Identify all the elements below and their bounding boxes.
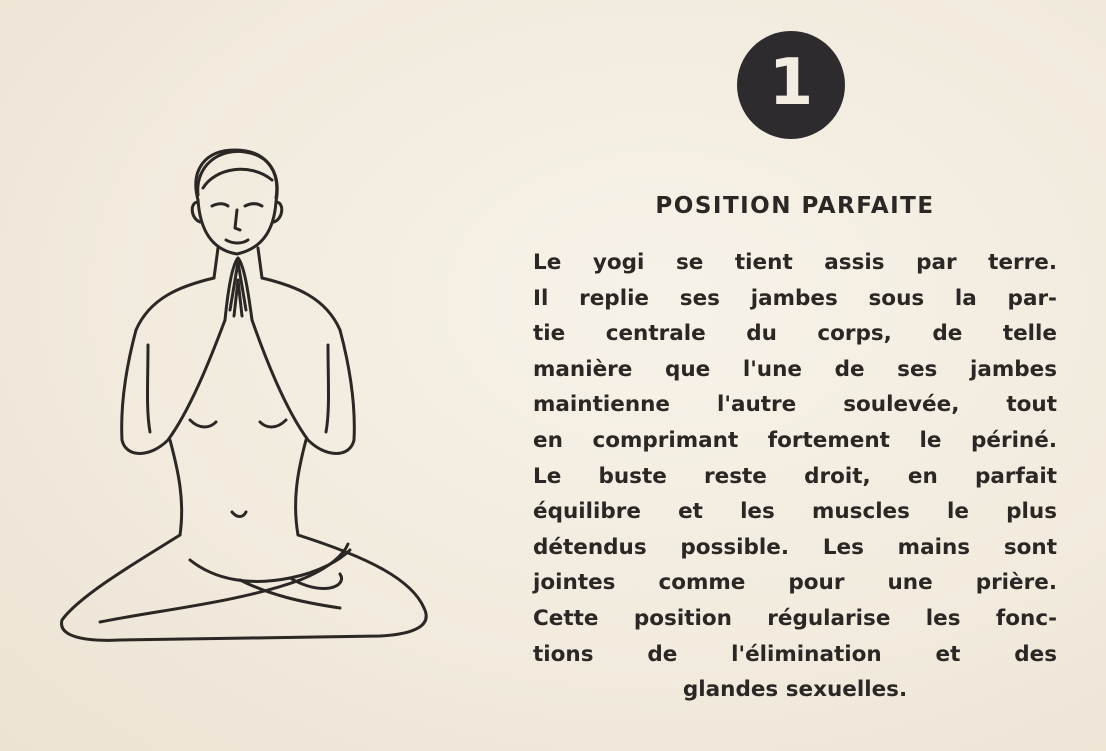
text-line: glandes sexuelles. [682,677,908,703]
text-line: Il replie ses jambes sous la par- [533,285,1057,311]
seated-yogi-drawing [40,140,450,660]
text-line: équilibre et les muscles le plus [533,499,1057,525]
text-line: Le buste reste droit, en parfait [533,463,1057,489]
yogi-illustration [40,140,450,660]
description-paragraph [533,245,1057,708]
text-line: jointes comme pour une prière. [533,570,1057,596]
text-line: maintienne l'autre soulevée, tout [533,392,1057,418]
text-line: tie centrale du corps, de telle [533,321,1057,347]
page-title: POSITION PARFAITE [655,193,935,219]
step-number-badge [737,31,845,139]
text-line: détendus possible. Les mains sont [533,534,1057,560]
text-line: tions de l'élimination et des [533,641,1057,667]
text-line: Cette position régularise les fonc- [533,605,1057,631]
text-line: en comprimant fortement le périné. [533,427,1057,453]
text-line: Le yogi se tient assis par terre. [533,250,1057,275]
text-line: manière que l'une de ses jambes [533,356,1057,382]
step-number: 1 [768,46,814,120]
